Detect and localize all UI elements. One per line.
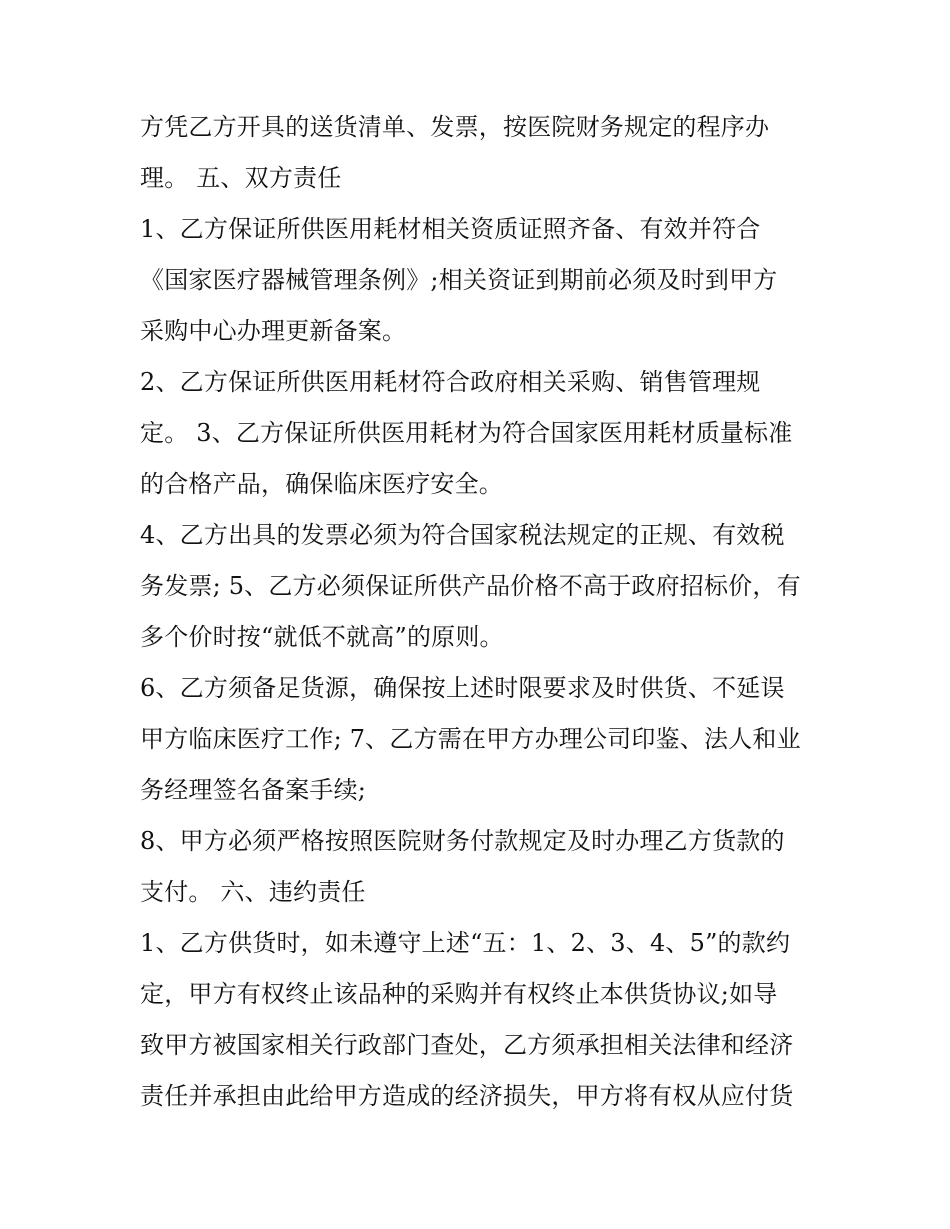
text-line: 务经理签名备案手续; [140, 776, 367, 804]
text-line: 甲方临床医疗工作; 7、乙方需在甲方办理公司印鉴、法人和业 [140, 725, 801, 753]
text-line: 《国家医疗器械管理条例》;相关资证到期前必须及时到甲方 [140, 266, 778, 294]
text-line: 多个价时按“就低不就高”的原则。 [140, 623, 504, 651]
text-line: 6、乙方须备足货源，确保按上述时限要求及时供货、不延误 [140, 674, 785, 702]
text-line: 1、乙方保证所供医用耗材相关资质证照齐备、有效并符合 [140, 215, 761, 243]
text-line: 2、乙方保证所供医用耗材符合政府相关采购、销售管理规 [140, 368, 761, 396]
text-line: 4、乙方出具的发票必须为符合国家税法规定的正规、有效税 [140, 521, 785, 549]
text-line: 支付。 六、违约责任 [140, 878, 366, 906]
text-line: 采购中心办理更新备案。 [140, 317, 407, 345]
text-line: 务发票; 5、乙方必须保证所供产品价格不高于政府招标价，有 [140, 572, 801, 600]
text-line: 1、乙方供货时，如未遵守上述“五：1、2、3、4、5”的款约 [140, 929, 791, 957]
text-line: 理。 五、双方责任 [140, 164, 342, 192]
text-line: 方凭乙方开具的送货清单、发票，按医院财务规定的程序办 [140, 113, 770, 141]
text-line: 致甲方被国家相关行政部门查处，乙方须承担相关法律和经济 [140, 1031, 794, 1059]
text-line: 定，甲方有权终止该品种的采购并有权终止本供货协议;如导 [140, 980, 778, 1008]
text-line: 定。 3、乙方保证所供医用耗材为符合国家医用耗材质量标准 [140, 419, 793, 447]
text-line: 的合格产品，确保临床医疗安全。 [140, 470, 503, 498]
text-line: 8、甲方必须严格按照医院财务付款规定及时办理乙方货款的 [140, 827, 785, 855]
document-body [140, 102, 830, 1122]
text-line: 责任并承担由此给甲方造成的经济损失，甲方将有权从应付货 [140, 1082, 794, 1110]
